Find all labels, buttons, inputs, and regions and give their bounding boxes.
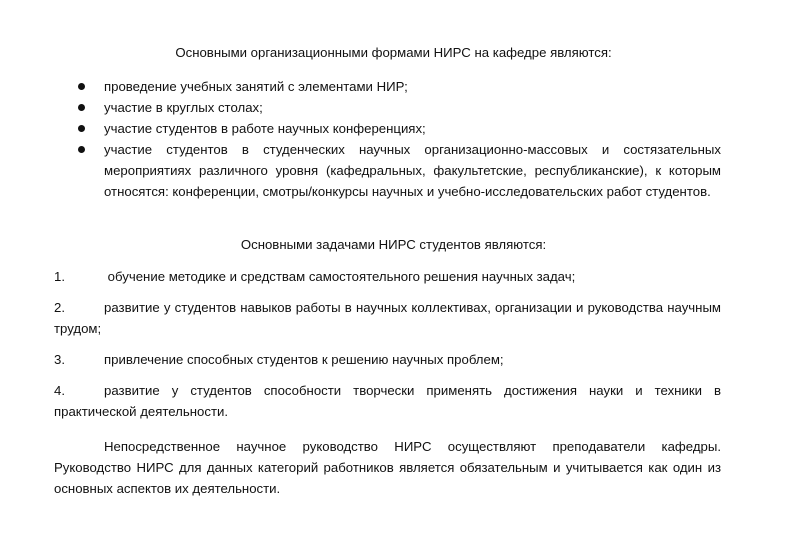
bullet-item-text: участие в круглых столах;: [104, 100, 263, 115]
bullet-list-item: [0, 118, 721, 139]
bullet-list-item: [0, 97, 721, 118]
numbered-list-item: [0, 380, 721, 422]
numbered-item-text: развитие у студентов навыков работы в научных коллективах, организации и руководства научным трудом;: [54, 300, 721, 336]
bullet-item-text: участие студентов в студенческих научных организационно-массовых и состязательных мероприятиях различного уровня (кафедральных, факультетские, республиканские), к которым относятся: конференции, смотры/конкурсы научных и учебно-исследовательских работ студентов.: [104, 142, 721, 199]
bullet-list-item: [0, 139, 721, 202]
list-number: 2.: [54, 300, 65, 315]
heading-organizational-forms: Основными организационными формами НИРС на кафедре являются:: [175, 45, 612, 60]
heading-research-tasks: Основными задачами НИРС студентов являются:: [240, 237, 547, 252]
bullet-list-item: [0, 76, 721, 97]
bullet-icon: [78, 146, 85, 153]
list-number: 4.: [54, 383, 65, 398]
list-number: 1.: [54, 269, 65, 284]
bullet-list-forms: [0, 76, 787, 202]
bullet-item-text: проведение учебных занятий с элементами НИР;: [104, 79, 408, 94]
numbered-item-text: обучение методике и средствам самостоятельного решения научных задач;: [104, 269, 576, 284]
bullet-icon: [78, 125, 85, 132]
numbered-item-text: привлечение способных студентов к решению научных проблем;: [104, 352, 504, 367]
closing-paragraph: Непосредственное научное руководство НИРС осуществляют преподаватели кафедры. Руководство НИРС для данных категорий работников является обязательным и учитывается как один из основных аспектов их деятельности.: [54, 439, 721, 496]
list-number: 3.: [54, 352, 65, 367]
numbered-list-item: [0, 297, 721, 339]
numbered-list-item: [0, 349, 721, 370]
bullet-icon: [78, 104, 85, 111]
bullet-item-text: участие студентов в работе научных конференциях;: [104, 121, 426, 136]
bullet-icon: [78, 83, 85, 90]
numbered-list-tasks: [0, 266, 787, 432]
numbered-item-text: развитие у студентов способности творчески применять достижения науки и техники в практической деятельности.: [54, 383, 721, 419]
numbered-list-item: [0, 266, 721, 287]
